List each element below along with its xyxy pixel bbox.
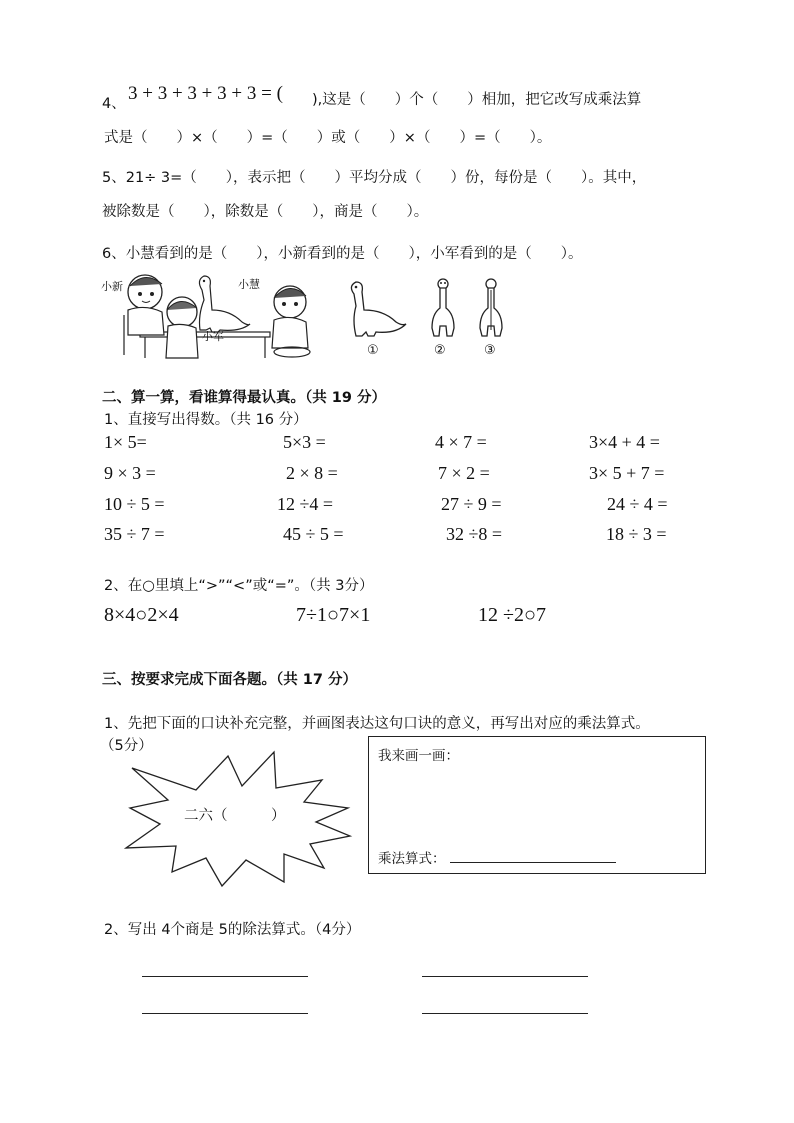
label-xiaoxin: 小新 [101, 280, 123, 293]
q4-number: 4、 [102, 96, 126, 112]
calc-item: 7 × 2 = [438, 463, 490, 483]
compare-item: 8×4○2×4 [104, 604, 179, 626]
q4-text: ),这是（ ）个（ ）相加，把它改写成乘法算 [312, 92, 642, 108]
section-3-part-2-title: 2、写出 4个商是 5的除法算式。（4分） [104, 922, 361, 938]
calc-item: 12 ÷4 = [277, 494, 334, 514]
answer-line[interactable] [422, 976, 588, 977]
option-3-label: ③ [484, 343, 496, 358]
calc-item: 10 ÷ 5 = [104, 494, 165, 514]
option-1-label: ① [367, 343, 379, 358]
q4-text-line2: 式是（ ）×（ ）=（ ）或（ ）×（ ）=（ ）。 [104, 130, 552, 146]
draw-label: 我来画一画： [378, 748, 459, 764]
q5-text-line2: 被除数是（ ），除数是（ ），商是（ ）。 [102, 204, 429, 220]
q5-text-line1: 5、21÷ 3=（ ），表示把（ ）平均分成（ ）份，每份是（ ）。其中， [102, 170, 647, 186]
calc-item: 9 × 3 = [104, 463, 156, 483]
answer-line[interactable] [142, 1013, 308, 1014]
dinosaur-back-view [476, 278, 506, 340]
section-2-part-2-title: 2、在○里填上“>”“<”或“=”。（共 3分） [104, 578, 374, 594]
answer-line[interactable] [422, 1013, 588, 1014]
calc-item: 27 ÷ 9 = [441, 494, 502, 514]
calc-item: 24 ÷ 4 = [607, 494, 668, 514]
label-xiaohui: 小慧 [238, 278, 260, 291]
option-2-label: ② [434, 343, 446, 358]
q6-scene-illustration [100, 270, 320, 360]
compare-item: 7÷1○7×1 [296, 604, 371, 626]
dinosaur-front-view [428, 278, 458, 340]
calc-item: 1× 5= [104, 432, 147, 452]
answer-line[interactable] [142, 976, 308, 977]
q4-expression: 3 + 3 + 3 + 3 + 3 = ( [128, 83, 283, 104]
star-mnemonic-text: 二六（ ） [184, 808, 286, 824]
calc-item: 3× 5 + 7 = [589, 463, 665, 483]
dinosaur-side-view [344, 280, 408, 340]
q6-text: 6、小慧看到的是（ ），小新看到的是（ ），小军看到的是（ ）。 [102, 246, 583, 262]
formula-label: 乘法算式： [378, 851, 446, 867]
compare-item: 12 ÷2○7 [478, 604, 547, 626]
section-3-title: 三、按要求完成下面各题。（共 17 分） [102, 672, 358, 688]
section-3-part-1-title: 1、先把下面的口诀补充完整，并画图表达这句口诀的意义，再写出对应的乘法算式。 [104, 716, 650, 732]
calc-item: 5×3 = [283, 432, 326, 452]
label-xiaojun: 小军 [202, 330, 224, 343]
calc-item: 18 ÷ 3 = [606, 524, 667, 544]
formula-answer-line[interactable] [450, 862, 616, 863]
calc-item: 45 ÷ 5 = [283, 524, 344, 544]
calc-item: 2 × 8 = [286, 463, 338, 483]
section-3-part-1-score: （5分） [100, 738, 153, 754]
calc-item: 3×4 + 4 = [589, 432, 660, 452]
calc-item: 35 ÷ 7 = [104, 524, 165, 544]
section-2-title: 二、算一算，看谁算得最认真。（共 19 分） [102, 390, 387, 406]
calc-item: 4 × 7 = [435, 432, 487, 452]
calc-item: 32 ÷8 = [446, 524, 503, 544]
section-2-part-1-title: 1、直接写出得数。（共 16 分） [104, 412, 308, 428]
